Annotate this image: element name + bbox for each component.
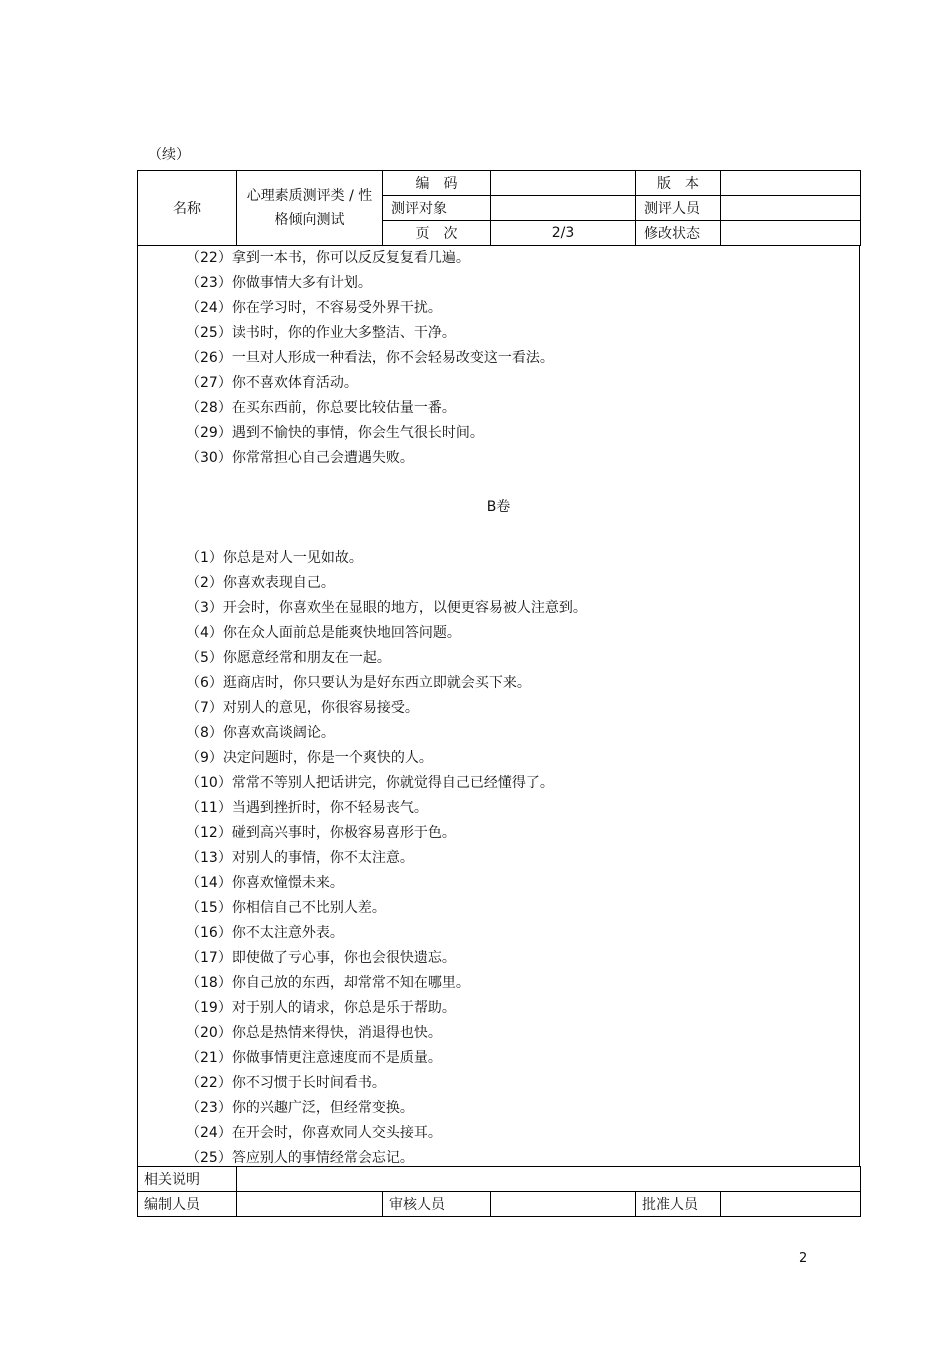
list-item: （11）当遇到挫折时，你不轻易丧气。 (186, 800, 428, 816)
page-number: 2 (799, 1251, 808, 1266)
subject-label: 测评对象 (383, 196, 491, 221)
list-item: （5）你愿意经常和朋友在一起。 (186, 650, 391, 666)
continued-label: （续） (148, 147, 190, 163)
footer-table (137, 1166, 861, 1217)
list-item: （15）你相信自己不比别人差。 (186, 900, 386, 916)
list-item: （25）读书时，你的作业大多整洁、干净。 (186, 325, 456, 341)
version-value (721, 171, 861, 196)
list-item: （24）你在学习时，不容易受外界干扰。 (186, 300, 442, 316)
assessor-label: 测评人员 (636, 196, 721, 221)
list-item: （29）遇到不愉快的事情，你会生气很长时间。 (186, 425, 484, 441)
list-item: （9）决定问题时，你是一个爽快的人。 (186, 750, 433, 766)
approver-label: 批准人员 (636, 1192, 721, 1217)
list-item: （22）拿到一本书，你可以反反复复看几遍。 (186, 250, 470, 266)
list-item: （27）你不喜欢体育活动。 (186, 375, 358, 391)
list-item: （18）你自己放的东西，却常常不知在哪里。 (186, 975, 470, 991)
list-item: （25）答应别人的事情经常会忘记。 (186, 1150, 414, 1166)
approver-value (721, 1192, 861, 1217)
code-label: 编 码 (383, 171, 491, 196)
questionnaire-body (137, 245, 860, 1166)
revision-value (721, 221, 861, 246)
list-item: （21）你做事情更注意速度而不是质量。 (186, 1050, 442, 1066)
list-item: （4）你在众人面前总是能爽快地回答问题。 (186, 625, 461, 641)
list-item: （19）对于别人的请求，你总是乐于帮助。 (186, 1000, 456, 1016)
revision-label: 修改状态 (636, 221, 721, 246)
list-item: （8）你喜欢高谈阔论。 (186, 725, 335, 741)
list-item: （24）在开会时，你喜欢同人交头接耳。 (186, 1125, 442, 1141)
subject-value (491, 196, 636, 221)
header-table (137, 170, 861, 246)
list-item: （28）在买东西前，你总要比较估量一番。 (186, 400, 456, 416)
list-item: （3）开会时，你喜欢坐在显眼的地方，以便更容易被人注意到。 (186, 600, 587, 616)
page-value: 2/3 (491, 221, 636, 246)
assessor-value (721, 196, 861, 221)
list-item: （22）你不习惯于长时间看书。 (186, 1075, 386, 1091)
list-item: （17）即使做了亏心事，你也会很快遗忘。 (186, 950, 456, 966)
list-item: （6）逛商店时，你只要认为是好东西立即就会买下来。 (186, 675, 531, 691)
section-b-title: B卷 (486, 499, 511, 515)
list-item: （12）碰到高兴事时，你极容易喜形于色。 (186, 825, 456, 841)
list-item: （30）你常常担心自己会遭遇失败。 (186, 450, 414, 466)
reviewer-value (491, 1192, 636, 1217)
list-item: （16）你不太注意外表。 (186, 925, 344, 941)
list-item: （13）对别人的事情，你不太注意。 (186, 850, 414, 866)
list-item: （7）对别人的意见，你很容易接受。 (186, 700, 419, 716)
page-label: 页 次 (383, 221, 491, 246)
name-label: 名称 (138, 171, 237, 246)
notes-label: 相关说明 (138, 1167, 237, 1192)
list-item: （26）一旦对人形成一种看法，你不会轻易改变这一看法。 (186, 350, 554, 366)
list-item: （14）你喜欢憧憬未来。 (186, 875, 344, 891)
reviewer-label: 审核人员 (383, 1192, 491, 1217)
name-value: 心理素质测评类 / 性格倾向测试 (237, 171, 383, 246)
list-item: （20）你总是热情来得快，消退得也快。 (186, 1025, 442, 1041)
list-item: （2）你喜欢表现自己。 (186, 575, 335, 591)
list-item: （10）常常不等别人把话讲完，你就觉得自己已经懂得了。 (186, 775, 554, 791)
code-value (491, 171, 636, 196)
notes-value (237, 1167, 861, 1192)
editor-label: 编制人员 (138, 1192, 237, 1217)
list-item: （23）你的兴趣广泛，但经常变换。 (186, 1100, 414, 1116)
list-item: （23）你做事情大多有计划。 (186, 275, 372, 291)
list-item: （1）你总是对人一见如故。 (186, 550, 363, 566)
editor-value (237, 1192, 383, 1217)
version-label: 版 本 (636, 171, 721, 196)
